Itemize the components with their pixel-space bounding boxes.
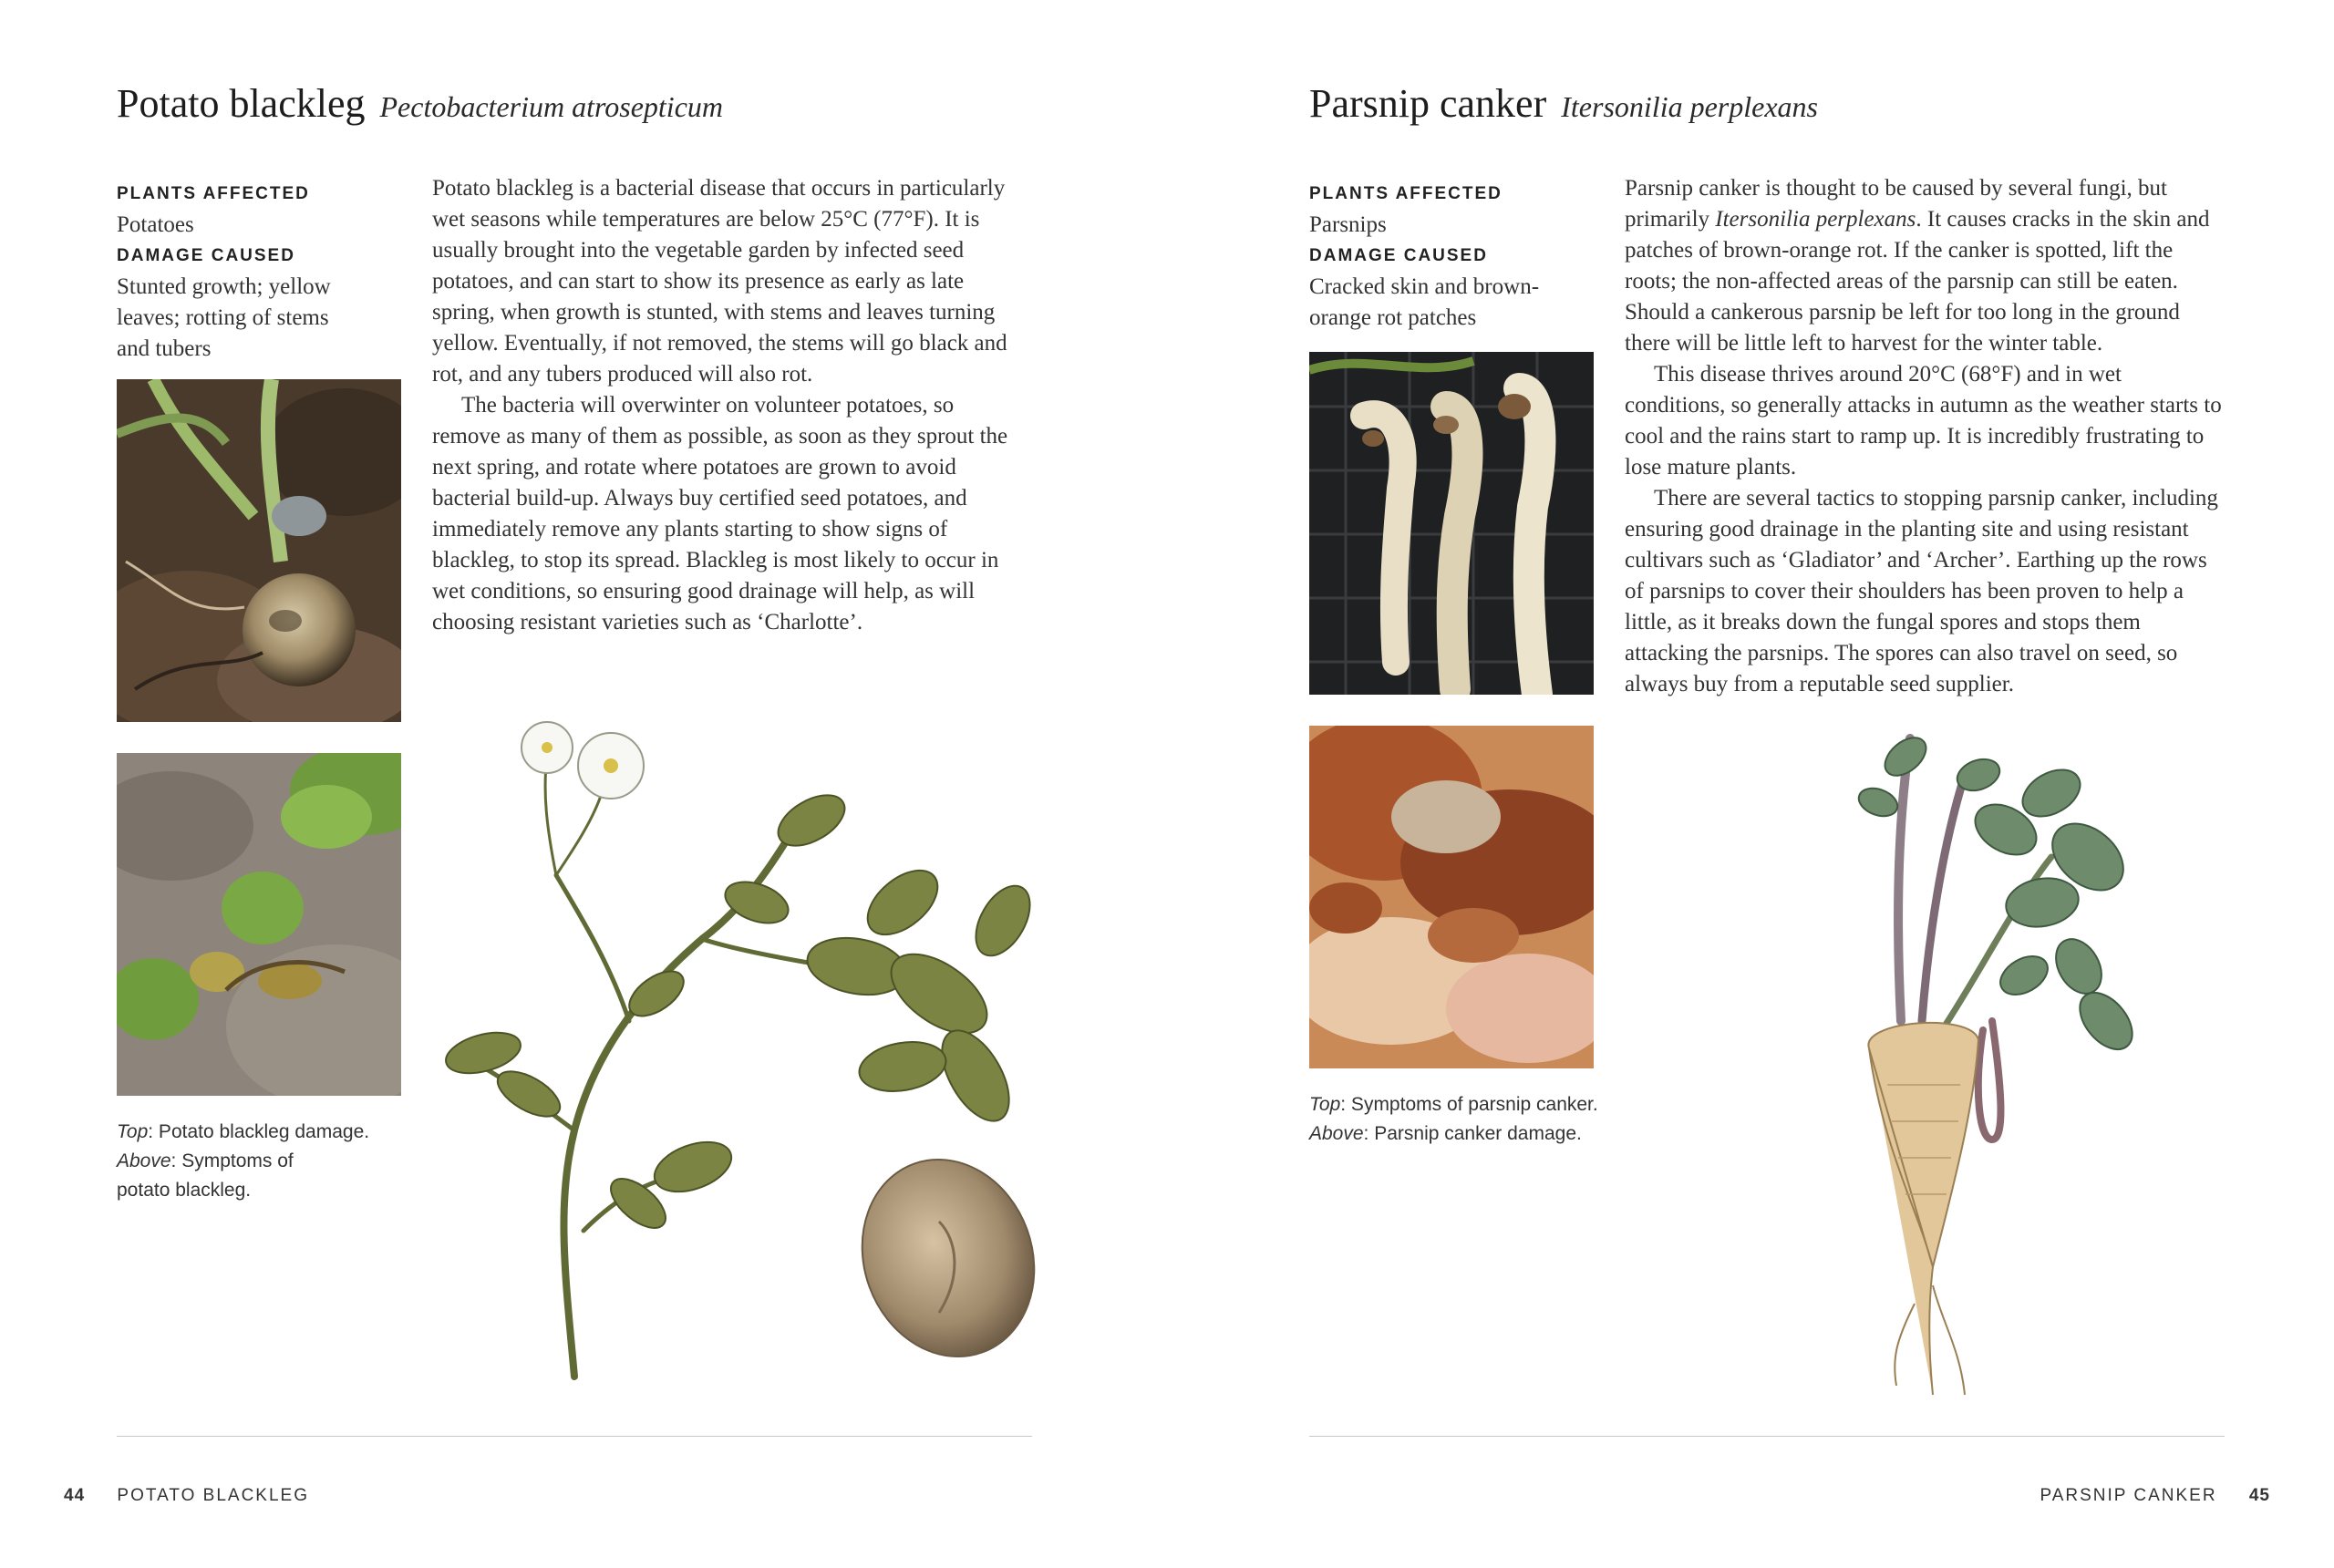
caption-top-label: Top <box>1309 1094 1341 1115</box>
page-number: 44 <box>64 1486 86 1505</box>
body-text-italic: Itersonilia perplexans <box>1715 207 1916 232</box>
damage-caused-label: DAMAGE CAUSED <box>1309 246 1488 265</box>
caption-above-text: : Parsnip canker damage. <box>1363 1123 1582 1144</box>
body-text-run: . It causes cracks in the skin and patches of brown-orange rot. If the canker is spotted, lift the roots; the non-affected areas of the parsnip can still be eaten. Should a cankerous parsnip be left for too long in the ground there will be little left to harvest for the winter table. <box>1625 207 2210 356</box>
title-latin-name: Itersonilia perplexans <box>1561 90 1818 123</box>
caption-above-label: Above <box>117 1150 171 1171</box>
body-paragraph: This disease thrives around 20°C (68°F) and in wet conditions, so generally attacks in autumn as the weather starts to cool and the rains start to ramp up. It is incredibly frustrating to lose mature plants. <box>1625 362 2222 480</box>
plants-affected-label: PLANTS AFFECTED <box>1309 184 1503 203</box>
damage-caused-line: and tubers <box>117 336 212 361</box>
page-footer <box>2040 1486 2270 1506</box>
page-title <box>1309 80 1818 127</box>
damage-caused-line: orange rot patches <box>1309 305 1477 330</box>
photo-parsnip-canker-symptoms <box>1309 352 1594 695</box>
page-number: 45 <box>2248 1486 2270 1505</box>
info-sidebar <box>117 179 408 365</box>
caption-above-text: potato blackleg. <box>117 1180 252 1201</box>
body-paragraph: The bacteria will overwinter on volunteer potatoes, so remove as many of them as possible, as soon as they sprout the next spring, and rotate where potatoes are grown to avoid bacterial build-up. Always buy certified seed potatoes, and immediately remove any plants starting to show signs of blackleg, to stop its spread. Blackleg is most likely to occur in wet conditions, so ensuring good drainage will help, as will choosing resistant varieties such as ‘Charlotte’. <box>432 393 1008 634</box>
running-head: PARSNIP CANKER <box>2040 1486 2217 1505</box>
body-text <box>432 173 1023 638</box>
title-latin-name: Pectobacterium atrosepticum <box>379 90 723 123</box>
photo-potato-blackleg-damage <box>117 379 401 722</box>
running-head: POTATO BLACKLEG <box>117 1486 309 1505</box>
page-title <box>117 80 723 127</box>
body-text-run: Parsnip canker is thought to be caused by several fungi, but primarily <box>1625 176 2167 232</box>
caption-top-text: : Potato blackleg damage. <box>148 1121 370 1142</box>
plants-affected-value: Parsnips <box>1309 212 1387 237</box>
plants-affected-value: Potatoes <box>117 212 194 237</box>
page-footer <box>64 1486 309 1506</box>
footer-rule <box>117 1436 1032 1437</box>
caption-above-label: Above <box>1309 1123 1364 1144</box>
body-paragraph: Potato blackleg is a bacterial disease that occurs in particularly wet seasons while temperatures are below 25°C (77°F). It is usually brought into the vegetable garden by infected seed potatoes, and can start to show its presence as early as late spring, when growth is stunted, with stems and leaves turning yellow. Eventually, if not removed, the stems will go black and rot, and any tubers produced will also rot. <box>432 176 1007 387</box>
damage-caused-line: Cracked skin and brown- <box>1309 274 1540 299</box>
body-paragraph: There are several tactics to stopping parsnip canker, including ensuring good drainage in the planting site and using resistant cultivars such as ‘Gladiator’ and ‘Archer’. Earthing up the rows of parsnips to cover their shoulders has been proven to help a little, as it breaks down the fungal spores and stops them attacking the parsnips. The spores can also travel on seed, so always buy from a reputable seed supplier. <box>1625 486 2218 696</box>
title-common-name: Parsnip canker <box>1309 81 1547 126</box>
illustration-parsnip <box>1805 720 2206 1413</box>
photo-caption <box>1309 1090 1601 1149</box>
photo-parsnip-canker-damage <box>1309 726 1594 1068</box>
damage-caused-label: DAMAGE CAUSED <box>117 246 295 265</box>
illustration-potato-plant <box>429 693 1058 1386</box>
damage-caused-line: leaves; rotting of stems <box>117 305 329 330</box>
caption-top-text: : Symptoms of parsnip canker. <box>1340 1094 1598 1115</box>
caption-above-text: : Symptoms of <box>170 1150 294 1171</box>
footer-rule <box>1309 1436 2225 1437</box>
info-sidebar <box>1309 179 1601 334</box>
caption-top-label: Top <box>117 1121 149 1142</box>
right-page <box>1167 0 2334 1568</box>
photo-caption <box>117 1118 408 1205</box>
title-common-name: Potato blackleg <box>117 81 366 126</box>
plants-affected-label: PLANTS AFFECTED <box>117 184 310 203</box>
body-text <box>1625 173 2223 700</box>
photo-potato-blackleg-symptoms <box>117 753 401 1096</box>
body-paragraph <box>1625 173 2223 359</box>
damage-caused-line: Stunted growth; yellow <box>117 274 331 299</box>
